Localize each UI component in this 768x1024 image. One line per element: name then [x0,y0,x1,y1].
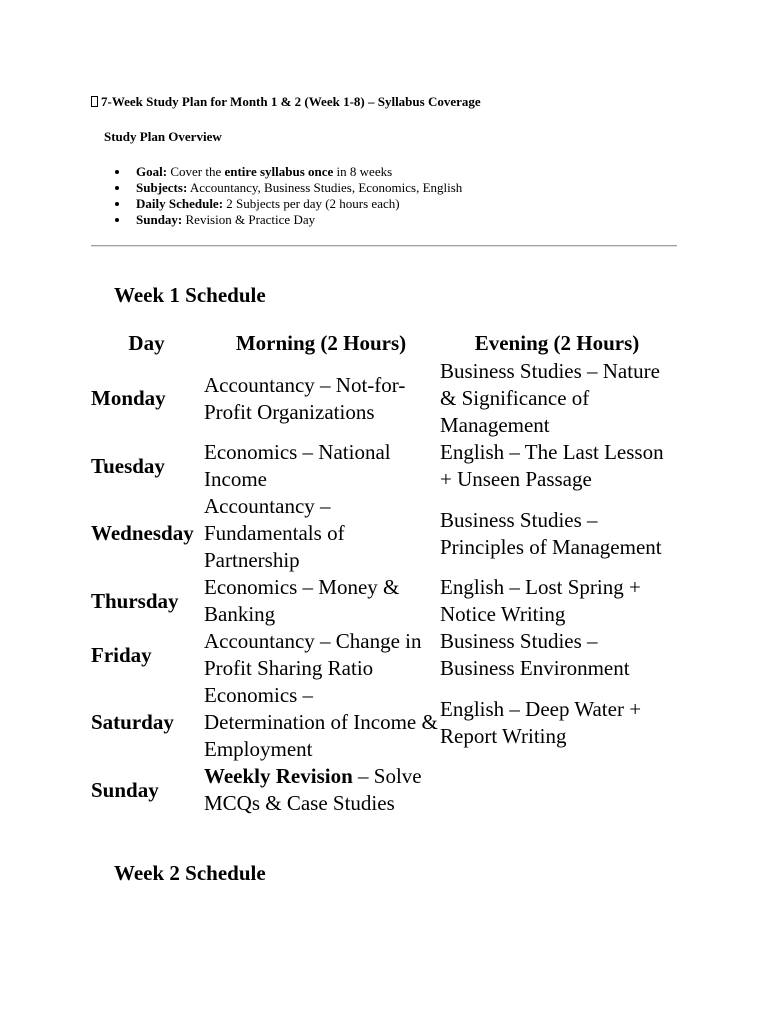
day-cell: Sunday [91,777,159,802]
column-header-morning: Morning (2 Hours) [235,330,407,355]
table-header-row [90,328,675,358]
evening-cell [439,763,675,817]
morning-cell-text: – Solve MCQs & Case Studies [204,764,422,815]
overview-label: Daily Schedule: [136,196,224,211]
overview-text: Accountancy, Business Studies, Economics, English [187,180,463,195]
morning-cell: Economics – Determination of Income & Employment [204,683,438,761]
overview-text: Cover the [167,164,225,179]
evening-cell: Business Studies – Nature & Significance of Management [440,359,660,437]
overview-text: Revision & Practice Day [182,212,316,227]
overview-emphasis: entire syllabus once [224,164,334,179]
week1-heading: Week 1 Schedule [114,283,266,307]
overview-item-daily-schedule [136,196,462,212]
document-title-text: 7-Week Study Plan for Month 1 & 2 (Week 1-8) – Syllabus Coverage [101,94,481,109]
table-row [90,574,675,628]
evening-cell: Business Studies – Business Environment [440,629,630,680]
column-header-evening: Evening (2 Hours) [474,330,640,355]
day-cell: Saturday [91,710,174,734]
day-cell: Wednesday [91,521,194,545]
day-cell: Thursday [91,588,179,613]
morning-cell: Accountancy – Change in Profit Sharing Ratio [204,629,422,680]
horizontal-divider [91,245,677,247]
overview-item-sunday [136,212,462,228]
evening-cell: English – Lost Spring + Notice Writing [440,575,641,626]
overview-item-subjects [136,180,462,196]
table-row [90,493,675,574]
table-row [90,763,675,817]
overview-label: Subjects: [136,180,188,195]
document-title [91,94,481,110]
table-row [90,628,675,682]
week1-schedule-table [90,328,675,817]
morning-cell [203,763,439,817]
week2-heading: Week 2 Schedule [114,861,266,885]
overview-text: 2 Subjects per day (2 hours each) [223,196,400,211]
evening-cell: English – Deep Water + Report Writing [440,696,642,748]
missing-glyph-icon [91,96,98,107]
overview-label: Goal: [136,164,168,179]
evening-cell: English – The Last Lesson + Unseen Passage [440,440,664,491]
table-row [90,439,675,493]
day-cell: Monday [91,386,166,410]
day-cell: Tuesday [91,453,165,478]
overview-list [136,164,462,228]
overview-item-goal [136,164,462,180]
morning-cell: Accountancy – Fundamentals of Partnership [204,494,345,572]
overview-heading: Study Plan Overview [104,129,222,144]
table-row [90,358,675,439]
evening-cell: Business Studies – Principles of Management [440,507,662,559]
morning-cell: Economics – Money & Banking [204,575,400,626]
morning-cell: Economics – National Income [204,440,391,491]
morning-cell: Accountancy – Not-for-Profit Organizations [204,372,406,424]
morning-cell-emphasis: Weekly Revision [204,764,353,788]
overview-text: in 8 weeks [333,164,393,179]
column-header-day: Day [128,330,165,355]
table-row [90,682,675,763]
day-cell: Friday [91,642,152,667]
overview-label: Sunday: [136,212,183,227]
